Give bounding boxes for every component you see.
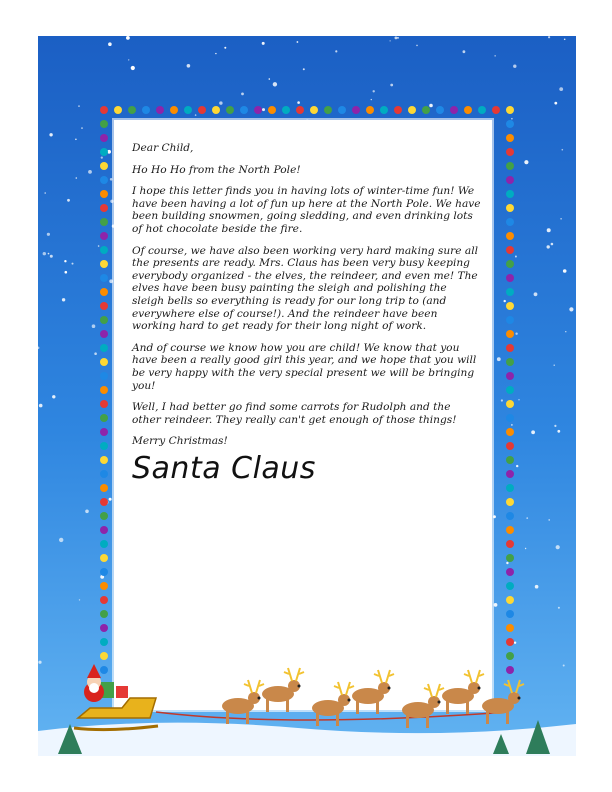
snowflake-icon — [371, 99, 372, 100]
ornament-icon — [380, 106, 388, 114]
snowflake-icon — [108, 42, 112, 46]
snowflake-icon — [560, 218, 562, 220]
reindeer-icon — [352, 670, 394, 714]
ornament-icon — [506, 162, 514, 170]
ornament-icon — [100, 162, 108, 170]
ornament-icon — [100, 554, 108, 562]
snowflake-icon — [551, 243, 554, 246]
ornament-icon — [506, 484, 514, 492]
ornament-icon — [100, 246, 108, 254]
snowflake-icon — [78, 105, 80, 107]
snowflake-icon — [495, 55, 496, 56]
snowflake-icon — [67, 199, 70, 202]
ornament-icon — [408, 106, 416, 114]
snowflake-icon — [563, 269, 567, 273]
snowflake-icon — [262, 42, 265, 45]
snowflake-icon — [547, 228, 551, 232]
ornament-icon — [100, 526, 108, 534]
snowflake-icon — [52, 395, 55, 398]
ornament-icon — [100, 498, 108, 506]
ornament-icon — [506, 218, 514, 226]
snowflake-icon — [335, 50, 337, 52]
reindeer-icon — [482, 680, 524, 724]
snowflake-icon — [429, 104, 433, 108]
snowflake-icon — [524, 160, 528, 164]
snowflake-icon — [395, 37, 398, 40]
ornament-icon — [100, 400, 108, 408]
snowflake-icon — [535, 585, 539, 589]
ornament-icon — [506, 442, 514, 450]
snowflake-icon — [497, 357, 501, 361]
ornament-icon — [394, 106, 402, 114]
ornament-icon — [184, 106, 192, 114]
snowflake-icon — [515, 256, 517, 258]
ornament-icon — [506, 386, 514, 394]
ornament-icon — [268, 106, 276, 114]
letter-paragraph: Of course, we have also been working very hard making sure all the presents are ready. Mrs. Claus has been very busy keeping everybody organized - the elves, the reindeer, and even me! The elves have been busy painting the sleigh and polishing the sleigh bells so everything is ready for our long trip to (and everywhere else of course!). And the reindeer have been working hard to get ready for their long night of work. — [132, 244, 478, 333]
snowflake-icon — [50, 255, 53, 258]
snowflake-icon — [558, 607, 560, 609]
ornament-icon — [310, 106, 318, 114]
ornament-icon — [282, 106, 290, 114]
snowflake-icon — [81, 127, 83, 129]
snowflake-icon — [548, 36, 550, 38]
snowflake-icon — [554, 102, 557, 105]
snowflake-icon — [219, 101, 222, 104]
snowflake-icon — [64, 260, 66, 262]
snowflake-icon — [297, 101, 300, 104]
ornament-icon — [506, 540, 514, 548]
ornament-icon — [100, 456, 108, 464]
snowflake-icon — [569, 307, 573, 311]
ornament-icon — [450, 106, 458, 114]
ornament-icon — [506, 498, 514, 506]
snowflake-icon — [43, 252, 46, 255]
ornament-icon — [100, 344, 108, 352]
snowflake-icon — [126, 36, 130, 40]
ornament-icon — [506, 372, 514, 380]
snowflake-icon — [515, 333, 517, 335]
ornament-icon — [506, 526, 514, 534]
snowflake-icon — [195, 114, 197, 116]
ornament-icon — [198, 106, 206, 114]
ornament-icon — [506, 190, 514, 198]
ornament-icon — [478, 106, 486, 114]
ornament-icon — [100, 540, 108, 548]
reindeer-icon — [402, 684, 444, 728]
ornament-icon — [100, 624, 108, 632]
snowflake-icon — [109, 279, 113, 283]
ornament-icon — [324, 106, 332, 114]
letter-intro: Ho Ho Ho from the North Pole! — [132, 163, 301, 176]
ornament-icon — [506, 428, 514, 436]
ornament-icon — [156, 106, 164, 114]
letter-closing: Merry Christmas! — [132, 435, 228, 448]
snowflake-icon — [75, 139, 77, 141]
ornament-icon — [100, 582, 108, 590]
ornament-icon — [254, 106, 262, 114]
sleigh-scene — [38, 636, 576, 756]
snowflake-icon — [556, 545, 560, 549]
ornament-icon — [506, 456, 514, 464]
snowflake-icon — [44, 192, 46, 194]
snowflake-icon — [494, 603, 498, 607]
ornament-icon — [506, 610, 514, 618]
ornament-icon — [226, 106, 234, 114]
ornament-icon — [100, 134, 108, 142]
ornament-icon — [170, 106, 178, 114]
ornament-icon — [100, 274, 108, 282]
snowflake-icon — [59, 538, 63, 542]
ornament-icon — [506, 400, 514, 408]
ornament-icon — [212, 106, 220, 114]
ornament-icon — [100, 176, 108, 184]
ornament-icon — [100, 596, 108, 604]
snowflake-icon — [493, 515, 496, 518]
ornament-icon — [296, 106, 304, 114]
ornament-icon — [506, 246, 514, 254]
ornament-icon — [506, 274, 514, 282]
snowflake-icon — [390, 40, 391, 41]
ornament-icon — [100, 428, 108, 436]
ornament-icon — [506, 106, 514, 114]
ornament-icon — [506, 204, 514, 212]
snowflake-icon — [85, 510, 89, 514]
ornament-icon — [422, 106, 430, 114]
ornament-icon — [506, 470, 514, 478]
snowflake-icon — [101, 157, 103, 159]
ornament-icon — [100, 148, 108, 156]
snowflake-icon — [559, 87, 563, 91]
ornament-icon — [100, 442, 108, 450]
snowflake-icon — [501, 399, 503, 401]
ornament-icon — [352, 106, 360, 114]
ornament-icon — [338, 106, 346, 114]
ornament-icon — [128, 106, 136, 114]
snowflake-icon — [65, 271, 68, 274]
christmas-stationery-background — [38, 36, 576, 756]
snowflake-icon — [262, 108, 265, 111]
snowflake-icon — [564, 39, 566, 41]
letter-paragraph: And of course we know how you are child! We know that you have been a really good girl this year, and we hope that you will be very happy with the very special present we will be bringing you! — [132, 341, 477, 392]
ornament-icon — [492, 106, 500, 114]
ornament-icon — [100, 218, 108, 226]
ornament-icon — [100, 260, 108, 268]
ornament-icon — [100, 316, 108, 324]
letter-paragraph: Well, I had better go find some carrots for Rudolph and the other reindeer. They really can't get enough of those things! — [132, 401, 457, 426]
snowflake-icon — [92, 324, 96, 328]
ornament-icon — [240, 106, 248, 114]
ornament-icon — [506, 358, 514, 366]
snowflake-icon — [557, 430, 560, 433]
snowflake-icon — [504, 300, 506, 302]
snowflake-icon — [390, 84, 393, 87]
snowflake-icon — [506, 562, 508, 564]
snowflake-icon — [297, 41, 299, 43]
snowflake-icon — [548, 519, 550, 521]
ornament-icon — [506, 148, 514, 156]
ornament-icon — [100, 512, 108, 520]
snowflake-icon — [513, 65, 516, 68]
ornament-icon — [506, 120, 514, 128]
ornament-icon — [464, 106, 472, 114]
snowflake-icon — [511, 424, 513, 426]
snowflake-icon — [516, 465, 518, 467]
ornament-icon — [506, 582, 514, 590]
ornament-icon — [142, 106, 150, 114]
ornament-icon — [100, 190, 108, 198]
snowflake-icon — [397, 37, 399, 39]
ornament-icon — [436, 106, 444, 114]
snowflake-icon — [109, 498, 112, 501]
ornament-icon — [506, 330, 514, 338]
ornament-icon — [506, 414, 514, 422]
snowflake-icon — [554, 365, 555, 366]
snowflake-icon — [518, 399, 519, 400]
snowflake-icon — [76, 177, 78, 179]
snowflake-icon — [534, 292, 538, 296]
signature: Santa Claus — [132, 450, 316, 486]
snowflake-icon — [62, 298, 65, 301]
ornament-icon — [506, 568, 514, 576]
snowflake-icon — [98, 245, 100, 247]
ornament-icon — [506, 260, 514, 268]
ornament-icon — [506, 596, 514, 604]
ornament-icon — [100, 484, 108, 492]
snowflake-icon — [131, 66, 135, 70]
snowflake-icon — [373, 90, 375, 92]
snowflake-icon — [128, 59, 129, 60]
ornament-icon — [100, 610, 108, 618]
snowflake-icon — [554, 425, 556, 427]
snowflake-icon — [547, 245, 550, 248]
snowflake-icon — [525, 548, 526, 549]
snowflake-icon — [269, 78, 271, 80]
ornament-icon — [506, 134, 514, 142]
snowflake-icon — [273, 82, 277, 86]
ornament-icon — [100, 204, 108, 212]
ornament-icon — [506, 344, 514, 352]
ornament-icon — [506, 624, 514, 632]
ornament-icon — [100, 120, 108, 128]
ornament-icon — [506, 512, 514, 520]
ornament-icon — [506, 316, 514, 324]
snowflake-icon — [416, 45, 418, 47]
snowflake-icon — [72, 263, 74, 265]
snowflake-icon — [79, 599, 80, 600]
snowflake-icon — [49, 133, 52, 136]
snowflake-icon — [110, 178, 113, 181]
snowflake-icon — [463, 50, 466, 53]
snowflake-icon — [187, 64, 191, 68]
snowflake-icon — [38, 347, 39, 350]
ornament-icon — [100, 372, 108, 380]
ornament-icon — [100, 470, 108, 478]
snowflake-icon — [215, 53, 216, 54]
ornament-icon — [100, 288, 108, 296]
ornament-icon — [100, 232, 108, 240]
ornament-icon — [100, 302, 108, 310]
snowflake-icon — [531, 430, 535, 434]
snowflake-icon — [94, 352, 97, 355]
ornament-icon — [100, 330, 108, 338]
snowflake-icon — [224, 47, 226, 49]
ornament-icon — [100, 414, 108, 422]
snowflake-icon — [39, 404, 43, 408]
snowflake-icon — [303, 68, 305, 70]
snowflake-icon — [241, 93, 244, 96]
snowflake-icon — [562, 149, 564, 151]
letter-body — [132, 142, 482, 486]
ornament-icon — [506, 554, 514, 562]
ornament-icon — [100, 358, 108, 366]
ornament-icon — [506, 302, 514, 310]
reindeer-icon — [442, 670, 484, 714]
ornament-icon — [506, 176, 514, 184]
letter-greeting: Dear Child, — [132, 142, 194, 154]
ornament-icon — [506, 288, 514, 296]
snowflake-icon — [88, 170, 92, 174]
ornament-icon — [100, 386, 108, 394]
ornament-icon — [114, 106, 122, 114]
snowflake-icon — [47, 233, 50, 236]
ornament-icon — [506, 232, 514, 240]
reindeer-icon — [262, 668, 304, 712]
snowflake-icon — [565, 331, 566, 332]
letter-paragraph: I hope this letter finds you in having lots of winter-time fun! We have been having a lot of fun up here at the North Pole. We have been building snowmen, going sledding, and even drinking lots of hot chocolate beside the fire. — [132, 185, 481, 235]
ornament-icon — [100, 568, 108, 576]
ornament-icon — [100, 106, 108, 114]
ornament-icon — [366, 106, 374, 114]
snowflake-icon — [526, 517, 528, 519]
snowflake-icon — [48, 253, 50, 255]
reindeer-icon — [222, 680, 264, 724]
